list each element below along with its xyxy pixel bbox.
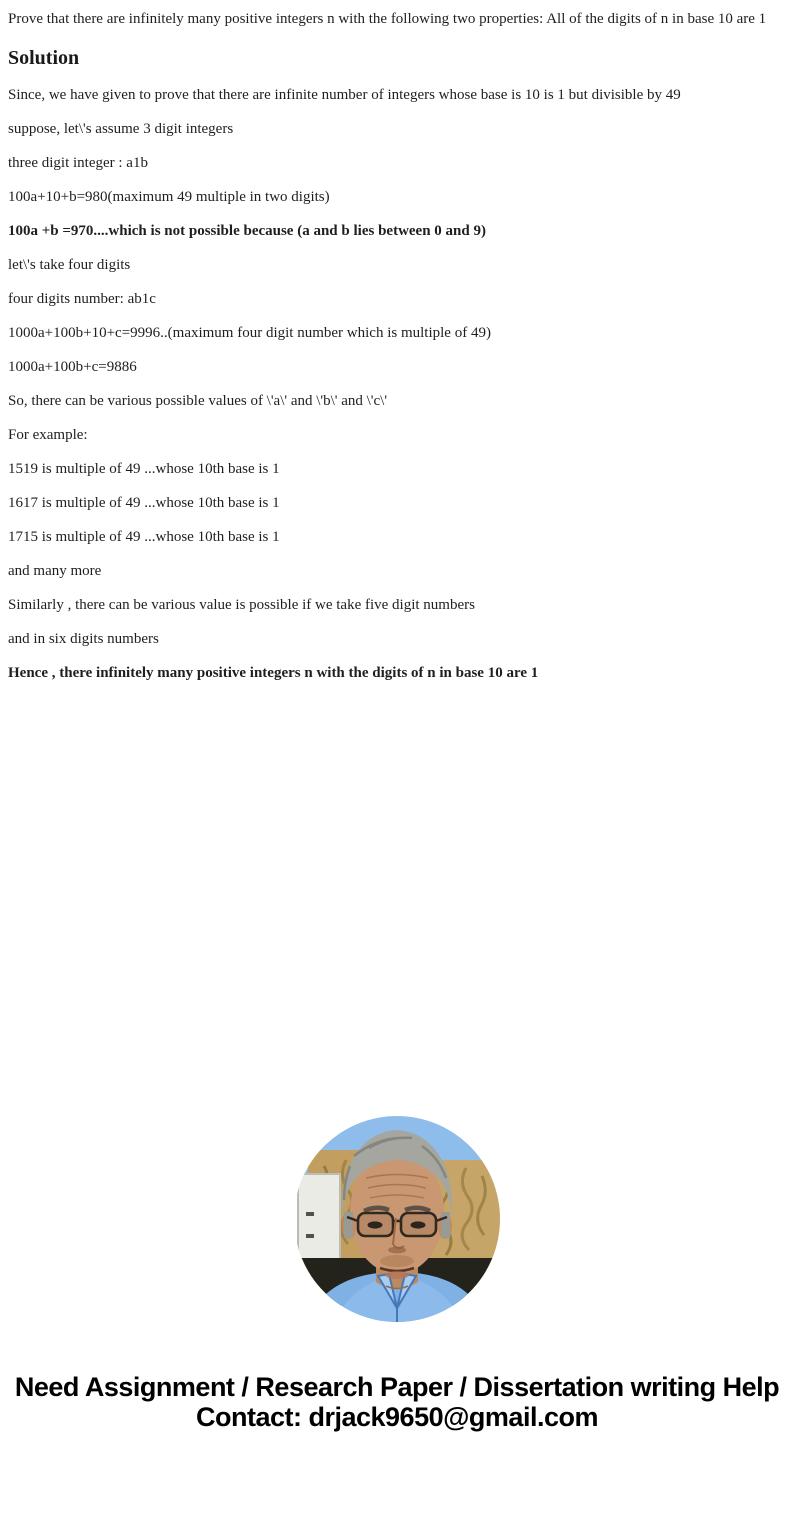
solution-paragraph: So, there can be various possible values of \'a\' and \'b\' and \'c\' [8, 393, 388, 409]
solution-paragraph: and in six digits numbers [8, 631, 159, 647]
solution-paragraph: 100a+10+b=980(maximum 49 multiple in two digits) [8, 189, 330, 205]
footer-contact-email: Contact: drjack9650@gmail.com [196, 1402, 598, 1432]
solution-paragraph: three digit integer : a1b [8, 155, 148, 171]
solution-heading: Solution [8, 47, 80, 69]
solution-paragraph: suppose, let\'s assume 3 digit integers [8, 121, 234, 137]
solution-paragraph-bold: Hence , there infinitely many positive integers n with the digits of n in base 10 are 1 [8, 665, 539, 681]
solution-paragraph: Similarly , there can be various value is possible if we take five digit numbers [8, 597, 475, 613]
solution-paragraph: For example: [8, 427, 88, 443]
solution-paragraph: 1000a+100b+10+c=9996..(maximum four digit number which is multiple of 49) [8, 325, 491, 341]
problem-statement: Prove that there are infinitely many positive integers n with the following two properties: All of the digits of n in base 10 are 1 [8, 11, 767, 27]
solution-paragraph: and many more [8, 563, 102, 579]
footer [12, 1372, 782, 1432]
solution-paragraph: 1617 is multiple of 49 ...whose 10th base is 1 [8, 495, 280, 511]
tutor-photo [294, 1116, 500, 1322]
solution-body [0, 70, 794, 682]
tutor-photo-image [294, 1116, 500, 1322]
solution-paragraph: 1000a+100b+c=9886 [8, 359, 137, 375]
solution-paragraph: Since, we have given to prove that there are infinite number of integers whose base is 10 is 1 but divisible by 49 [8, 87, 681, 103]
solution-paragraph: let\'s take four digits [8, 257, 131, 273]
solution-paragraph: four digits number: ab1c [8, 291, 156, 307]
footer-help-text: Need Assignment / Research Paper / Dissertation writing Help [14, 1372, 780, 1402]
solution-paragraph: 1715 is multiple of 49 ...whose 10th base is 1 [8, 529, 280, 545]
solution-paragraph-bold: 100a +b =970....which is not possible because (a and b lies between 0 and 9) [8, 223, 486, 239]
solution-paragraph: 1519 is multiple of 49 ...whose 10th base is 1 [8, 461, 280, 477]
